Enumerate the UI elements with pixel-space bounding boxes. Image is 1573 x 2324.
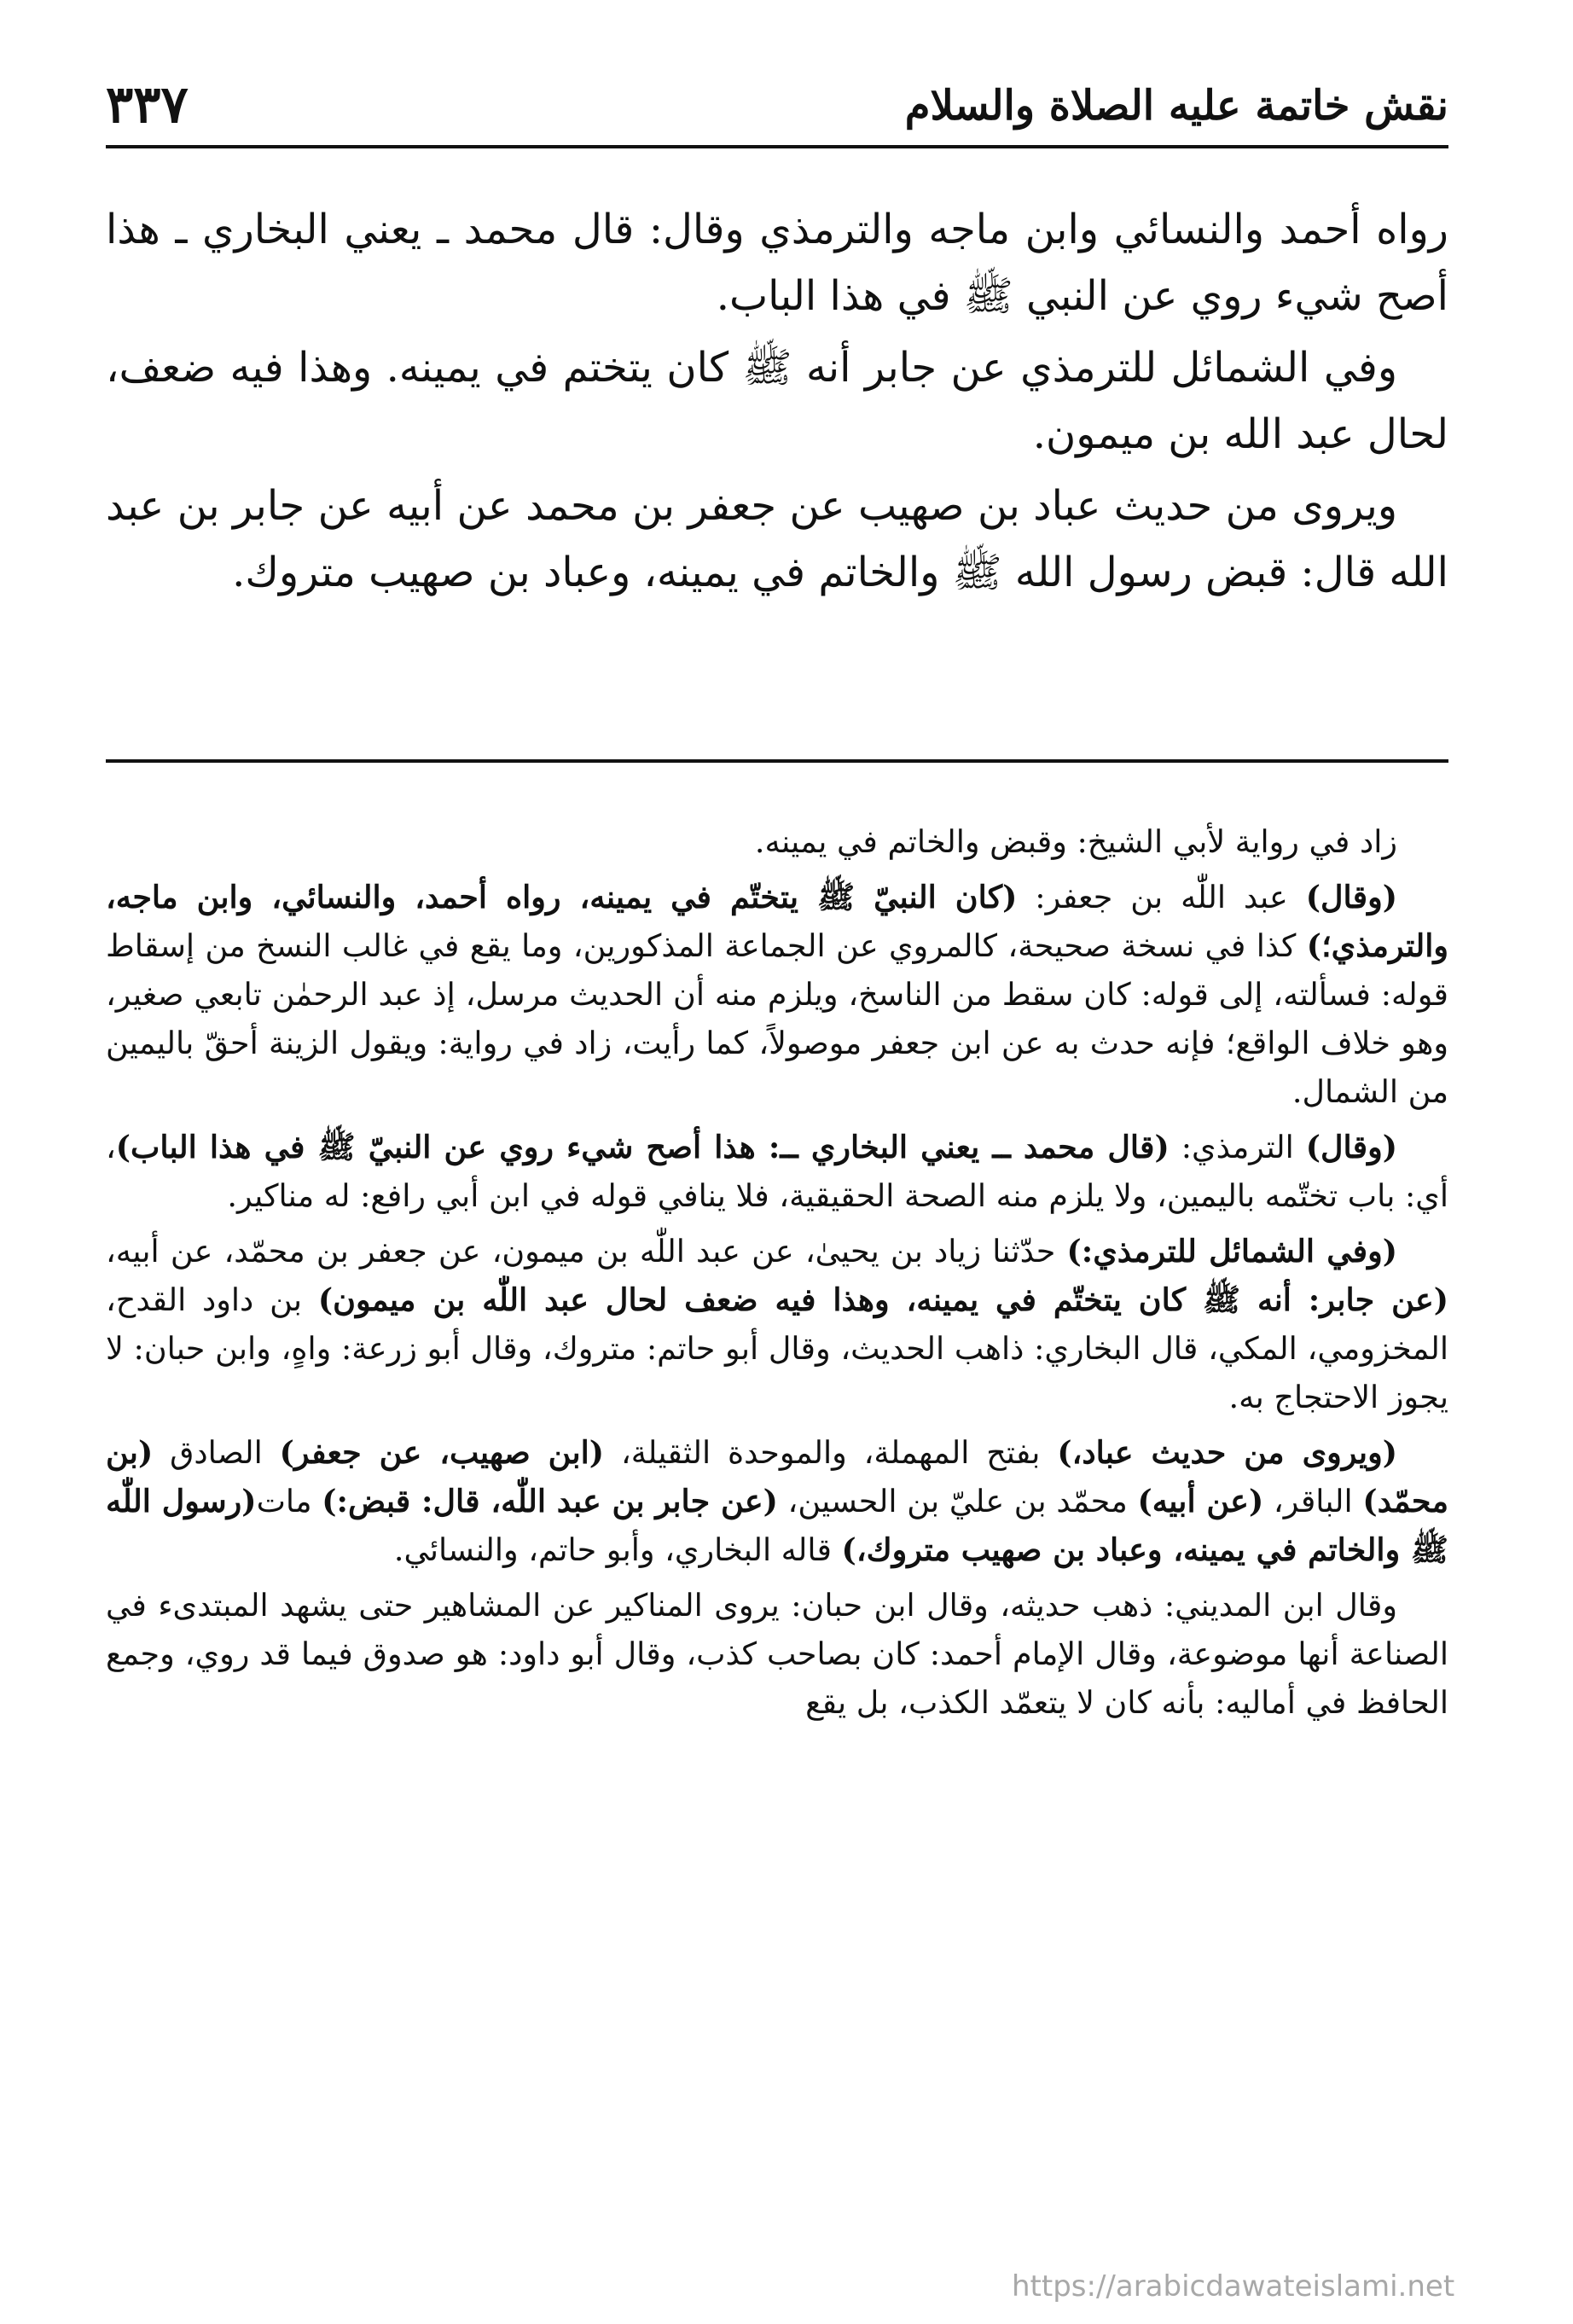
commentary-text: قاله البخاري، وأبو حاتم، والنسائي. — [393, 1531, 842, 1568]
quoted-text: (وقال) — [1305, 879, 1397, 915]
commentary — [106, 817, 1448, 1734]
commentary-paragraph-1: زاد في رواية لأبي الشيخ: وقبض والخاتم في يمينه. — [754, 823, 1397, 860]
quoted-text: (عن جابر بن عبد اللّٰه، قال: قبض:) — [322, 1483, 778, 1519]
commentary-text: الترمذي: — [1169, 1129, 1306, 1165]
quoted-text: (وفي الشمائل للترمذي:) — [1066, 1233, 1397, 1269]
commentary-text: مات — [256, 1483, 322, 1519]
quoted-text: (عن أبيه) — [1137, 1483, 1264, 1519]
commentary-paragraph-6: وقال ابن المديني: ذهب حديثه، وقال ابن حبان: يروى المناكير عن المشاهير حتى يشهد المبتدىء في الصناعة أنها موضوعة، وقال الإمام أحمد: كان بصاحب كذب، وقال أبو داود: هو صدوق فيما قد روي، وجمع الحافظ في أماليه: بأنه كان لا يتعمّد الكذب، بل يقع — [106, 1587, 1448, 1721]
page-header — [106, 75, 1448, 143]
footnote-separator — [106, 759, 1448, 763]
quoted-text: (ابن صهيب، عن جعفر) — [279, 1434, 605, 1471]
header-rule — [106, 145, 1448, 148]
quoted-text: (عن جابر: أنه ﷺ كان يتختّم في يمينه، وهذا فيه ضعف لحال عبد اللّٰه بن ميمون) — [317, 1281, 1448, 1318]
commentary-text: الصادق — [153, 1434, 280, 1471]
running-title: نقش خاتمة عليه الصلاة والسلام — [904, 82, 1448, 130]
commentary-text: عبد اللّٰه بن جعفر: — [1017, 879, 1306, 915]
quoted-text: (قال محمد ــ يعني البخاري ــ: هذا أصح شيء روي عن النبيّ ﷺ في هذا الباب) — [115, 1129, 1170, 1165]
quoted-text: (بن محمّد) — [106, 1434, 1449, 1519]
commentary-text: حدّثنا زياد بن يحيىٰ، عن عبد اللّٰه بن ميمون، عن جعفر بن محمّد، عن أبيه، — [106, 1233, 1067, 1269]
main-text — [106, 196, 1448, 611]
commentary-text: محمّد بن عليّ بن الحسين، — [777, 1483, 1138, 1519]
commentary-text: بفتح المهملة، والموحدة الثقيلة، — [604, 1434, 1058, 1471]
source-watermark: https://arabicdawateislami.net — [1012, 2269, 1455, 2304]
commentary-paragraph-2 — [106, 873, 1448, 1116]
quoted-text: (وقال) — [1305, 1129, 1397, 1165]
quoted-text: (رسول اللّٰه ﷺ والخاتم في يمينه، وعباد بن صهيب متروك،) — [106, 1483, 1448, 1568]
commentary-text: كذا في نسخة صحيحة، كالمروي عن الجماعة المذكورين، وما يقع في غالب النسخ من إسقاط قوله: فسألته، إلى قوله: كان سقط من الناسخ، ويلزم منه أن الحديث مرسل، إذ عبد الرحمٰن تابعي صغير، وهو خلاف الواقع؛ فإنه حدث به عن ابن جعفر موصولاً، كما رأيت، زاد في رواية: ويقول الزينة أحقّ باليمين من الشمال. — [106, 927, 1448, 1110]
commentary-text: الباقر، — [1263, 1483, 1363, 1519]
commentary-text: بن داود القدح، المخزومي، المكي، قال البخاري: ذاهب الحديث، وقال أبو حاتم: متروك، وقال أبو زرعة: واهٍ، وابن حبان: لا يجوز الاحتجاج به. — [106, 1281, 1448, 1415]
main-paragraph-3: ويروى من حديث عباد بن صهيب عن جعفر بن محمد عن أبيه عن جابر بن عبد الله قال: قبض رسول الله ﷺ والخاتم في يمينه، وعباد بن صهيب متروك. — [106, 482, 1448, 596]
commentary-paragraph-3 — [106, 1123, 1448, 1220]
quoted-text: (ويروى من حديث عباد،) — [1057, 1434, 1397, 1471]
commentary-text: ، أي: باب تختّمه باليمين، ولا يلزم منه الصحة الحقيقية، فلا ينافي قوله في ابن أبي رافع: له مناكير. — [106, 1129, 1448, 1214]
commentary-paragraph-5 — [106, 1428, 1448, 1574]
commentary-paragraph-4 — [106, 1227, 1448, 1421]
main-paragraph-2: وفي الشمائل للترمذي عن جابر أنه ﷺ كان يتختم في يمينه. وهذا فيه ضعف، لحال عبد الله بن ميمون. — [106, 344, 1448, 458]
main-paragraph-1: رواه أحمد والنسائي وابن ماجه والترمذي وقال: قال محمد ـ يعني البخاري ـ هذا أصح شيء روي عن النبي ﷺ في هذا الباب. — [106, 206, 1448, 320]
quoted-text: (كان النبيّ ﷺ يتختّم في يمينه، رواه أحمد، والنسائي، وابن ماجه، والترمذي؛) — [106, 879, 1448, 964]
page-number: ٣٣٧ — [106, 75, 189, 135]
